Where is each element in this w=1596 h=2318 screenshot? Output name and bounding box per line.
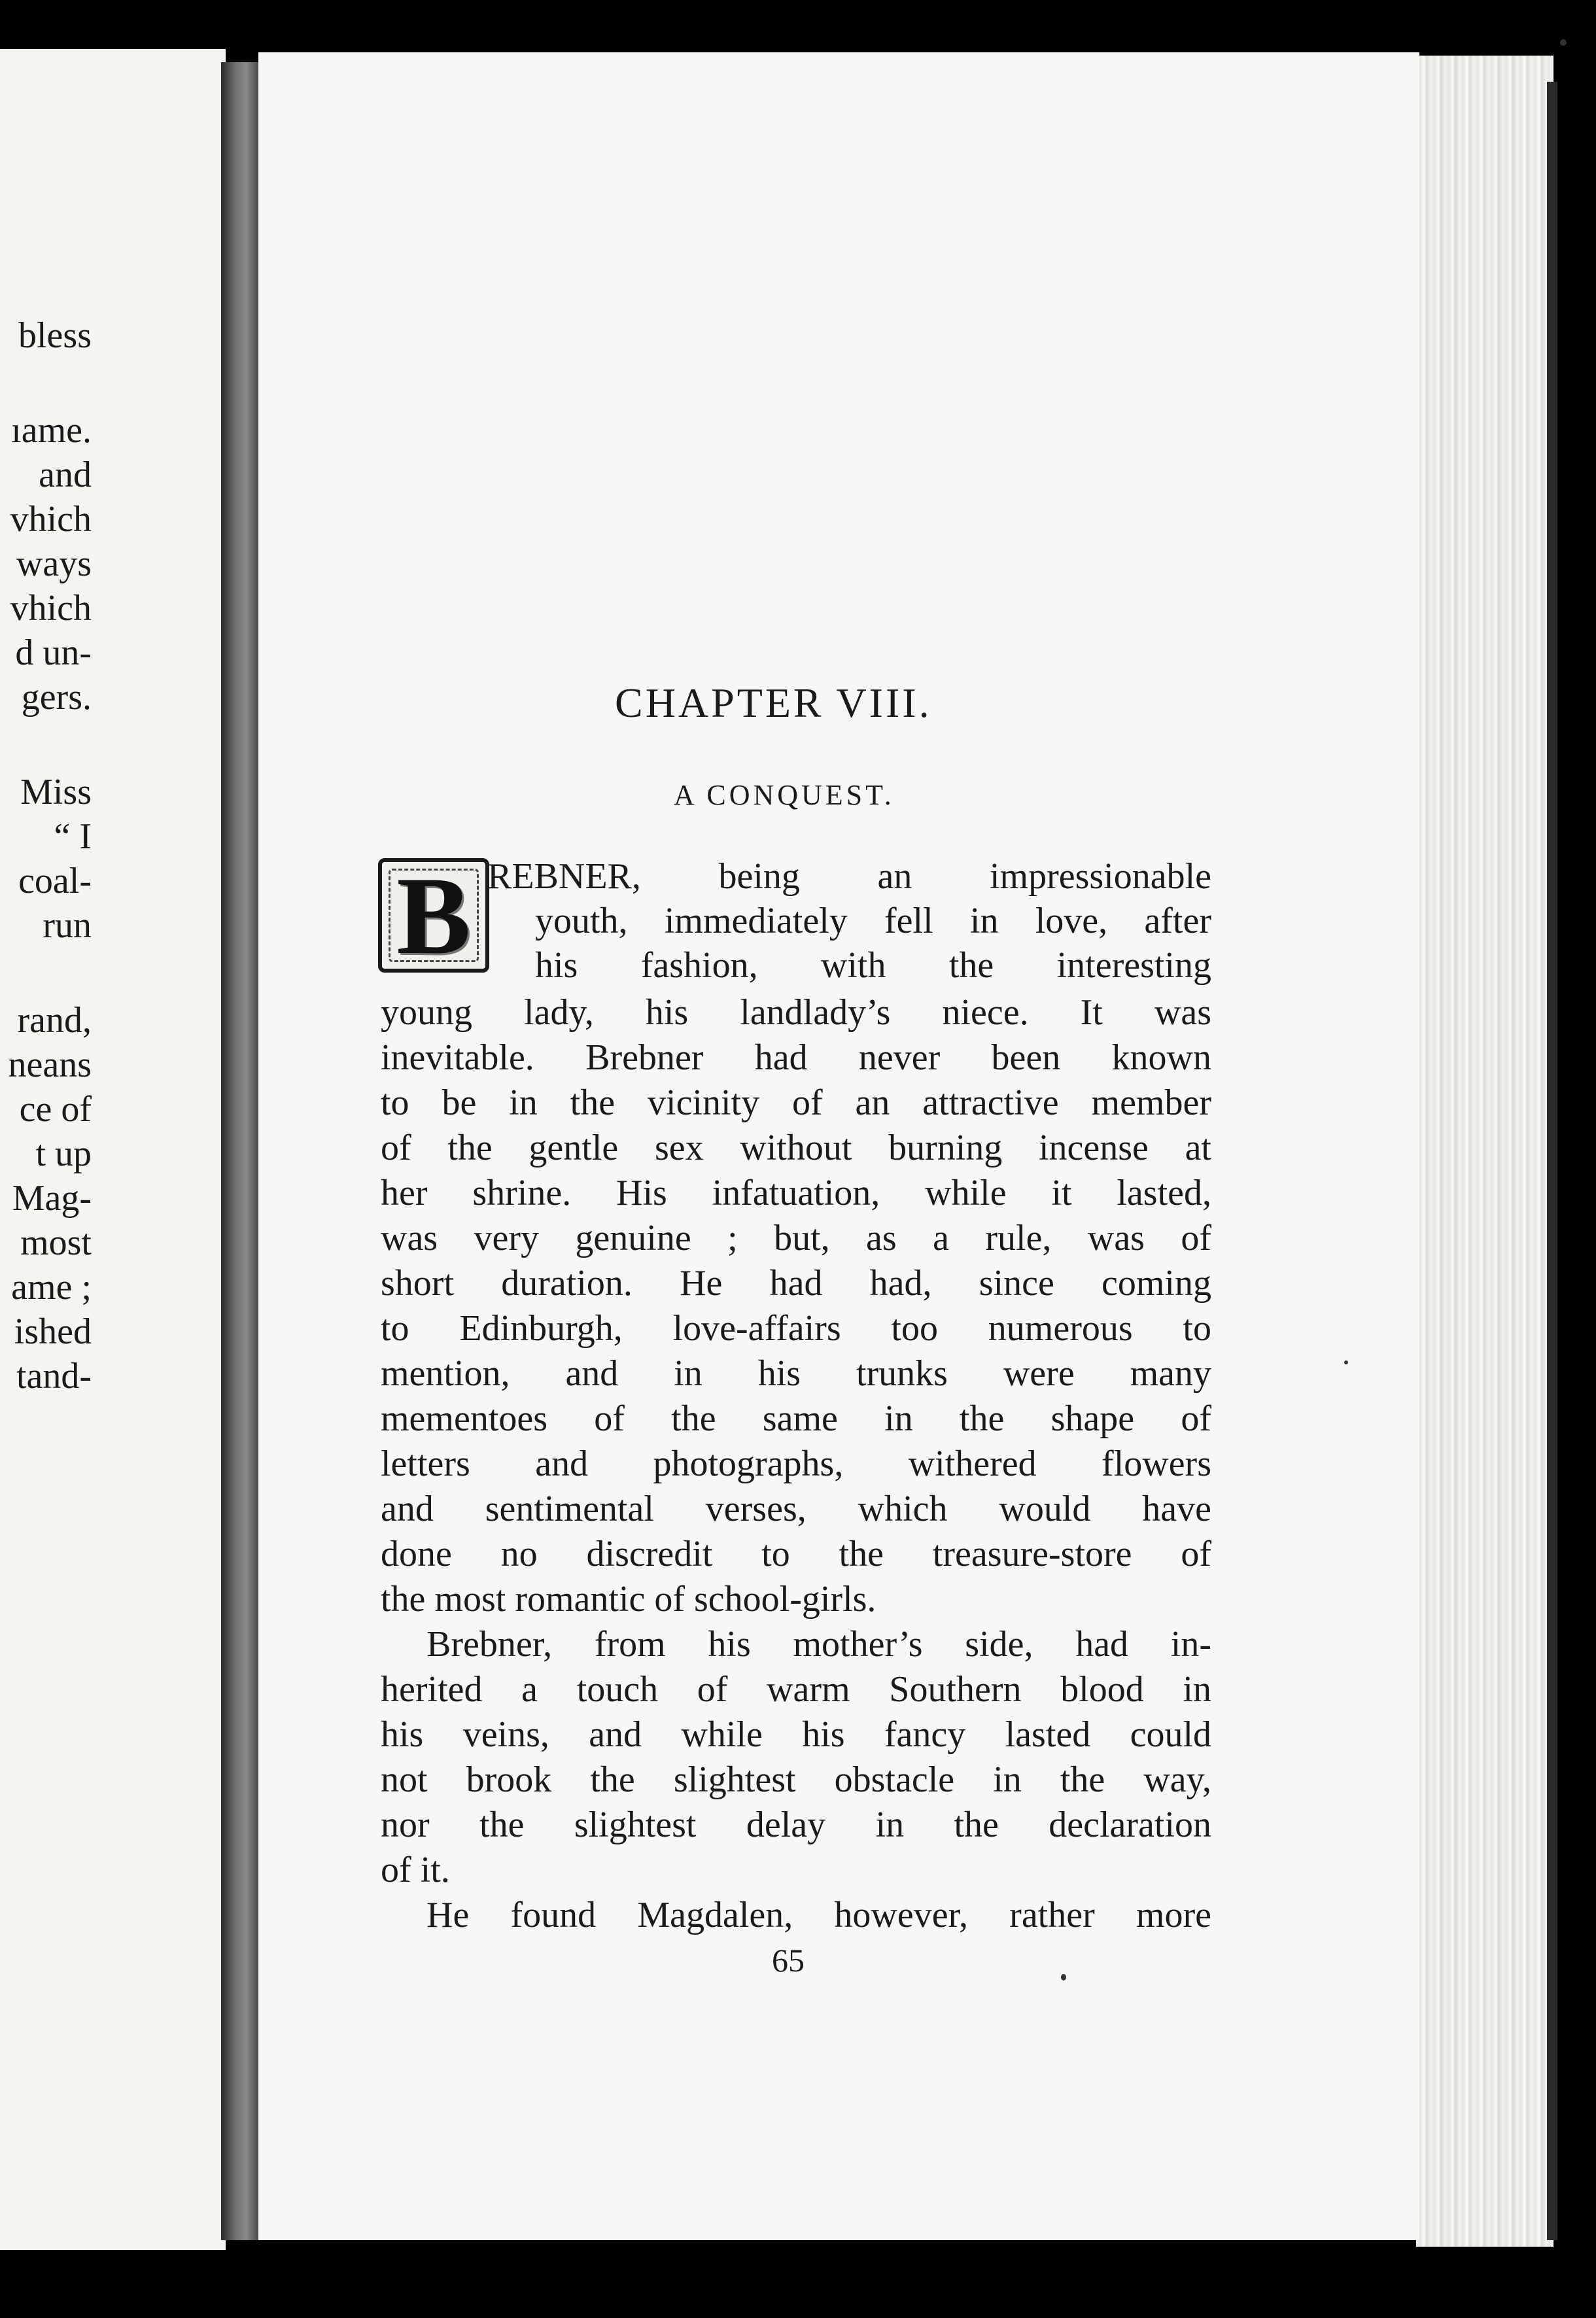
text-line: youth, immediately fell in love, after: [535, 901, 1211, 941]
text-line: REBNER, being an impressionable: [487, 856, 1211, 897]
chapter-subtitle: A CONQUEST.: [674, 779, 895, 811]
ornamental-drop-cap: [378, 854, 489, 977]
print-speck: [1344, 1360, 1348, 1364]
left-fragment: t up: [35, 1133, 92, 1174]
text-line: his fashion, with the interesting: [535, 945, 1211, 986]
left-fragment: most: [20, 1222, 92, 1263]
left-fragment: vhich: [10, 499, 92, 540]
left-fragment: gers.: [21, 677, 92, 718]
chapter-title: CHAPTER VIII.: [615, 680, 932, 726]
left-page: [0, 49, 226, 2250]
text-line: and sentimental verses, which would have: [381, 1489, 1211, 1529]
text-line: of the gentle sex without burning incense at: [381, 1128, 1211, 1168]
left-fragment: vhich: [10, 588, 92, 629]
text-line: nor the slightest delay in the declaration: [381, 1805, 1211, 1845]
drop-cap-letter: B: [396, 854, 471, 977]
text-line: was very genuine ; but, as a rule, was of: [381, 1218, 1211, 1258]
text-line: mementoes of the same in the shape of: [381, 1398, 1211, 1439]
text-line: He found Magdalen, however, rather more: [426, 1895, 1211, 1935]
left-fragment: coal-: [18, 861, 92, 901]
text-line: the most romantic of school-girls.: [381, 1579, 876, 1619]
text-line: of it.: [381, 1850, 450, 1890]
text-line: inevitable. Brebner had never been known: [381, 1037, 1211, 1078]
left-fragment: ame ;: [11, 1267, 92, 1307]
text-line: done no discredit to the treasure-store of: [381, 1534, 1211, 1574]
text-line: to Edinburgh, love-affairs too numerous to: [381, 1308, 1211, 1349]
text-line: his veins, and while his fancy lasted could: [381, 1714, 1211, 1755]
left-fragment: ıame.: [11, 410, 92, 451]
left-fragment: ways: [16, 544, 92, 584]
text-line: letters and photographs, withered flowers: [381, 1444, 1211, 1484]
text-line: herited a touch of warm Southern blood in: [381, 1669, 1211, 1710]
left-fragment: ce of: [19, 1089, 92, 1130]
text-line: short duration. He had had, since coming: [381, 1263, 1211, 1304]
left-fragment: bless: [18, 315, 92, 356]
left-fragment: run: [43, 905, 92, 946]
text-line: young lady, his landlady’s niece. It was: [381, 992, 1211, 1033]
left-fragment: Mag-: [12, 1178, 92, 1219]
text-line: Brebner, from his mother’s side, had in-: [426, 1624, 1211, 1665]
print-speck: [1560, 39, 1567, 46]
print-speck: [1061, 1974, 1066, 1981]
page-edges: [1416, 56, 1553, 2247]
left-fragment: d un-: [15, 632, 92, 673]
left-fragment: rand,: [17, 1000, 92, 1041]
left-fragment: “ I: [54, 816, 92, 857]
left-fragment: ished: [14, 1311, 92, 1352]
left-fragment: Miss: [20, 772, 92, 812]
text-line: mention, and in his trunks were many: [381, 1353, 1211, 1394]
text-line: not brook the slightest obstacle in the way,: [381, 1759, 1211, 1800]
page-number: 65: [772, 1942, 805, 1979]
left-fragment: and: [39, 455, 92, 495]
left-fragment: tand-: [16, 1356, 92, 1396]
text-line: to be in the vicinity of an attractive member: [381, 1082, 1211, 1123]
text-line: her shrine. His infatuation, while it lasted,: [381, 1173, 1211, 1213]
left-fragment: neans: [8, 1045, 92, 1085]
cover-edge: [1547, 82, 1557, 2240]
